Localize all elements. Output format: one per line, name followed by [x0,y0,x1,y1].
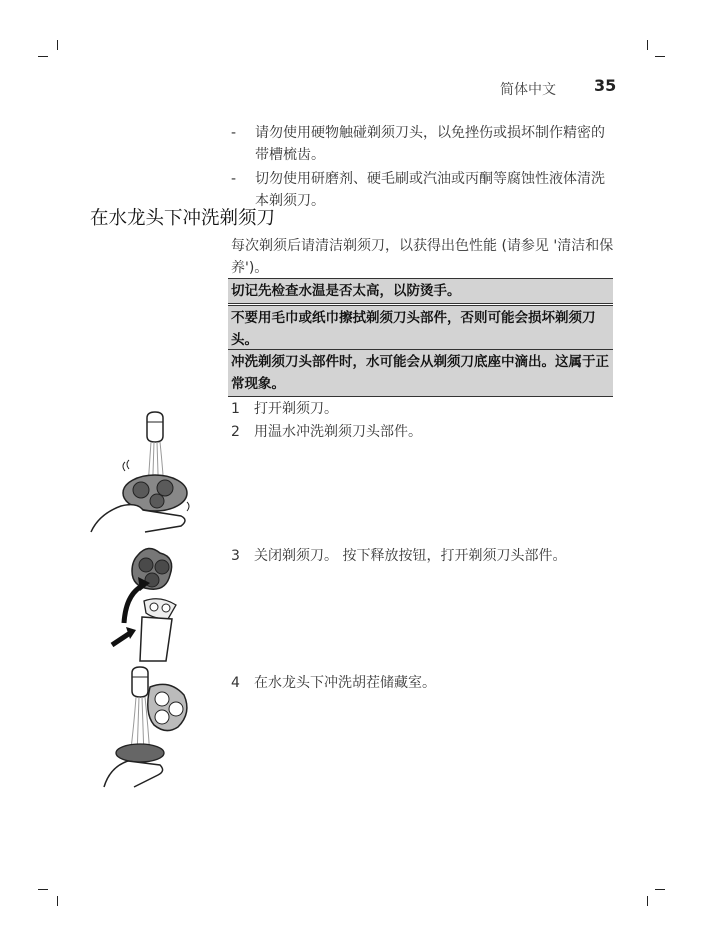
crop-mark [655,889,665,890]
warning-text: 切勿使用研磨剂、硬毛刷或汽油或丙酮等腐蚀性液体清洗本剃须刀。 [255,171,605,209]
rinse-head-illustration [85,410,195,535]
open-head-illustration [110,545,195,665]
step-item [231,672,436,694]
list-item: - 切勿使用研磨剂、硬毛刷或汽油或丙酮等腐蚀性液体清洗本剃须刀。 [231,171,605,209]
note-box: 切记先检查水温是否太高，以防烫手。 [228,278,613,304]
crop-mark [57,40,58,50]
note-box: 不要用毛巾或纸巾擦拭剃须刀头部件，否则可能会损坏剃须刀头。 [228,305,613,353]
step-text: 在水龙头下冲洗胡茬储藏室。 [254,675,436,691]
step-text: 用温水冲洗剃须刀头部件。 [254,424,422,440]
crop-mark [655,56,665,57]
crop-mark [647,896,648,906]
section-title: 在水龙头下冲洗剃须刀 [90,208,276,229]
intro-paragraph: 每次剃须后请清洁剃须刀，以获得出色性能 (请参见 '清洁和保养')。 [231,238,614,276]
crop-mark [38,889,48,890]
step-number: 4 [231,675,240,691]
crop-mark [38,56,48,57]
step-item [231,421,422,443]
crop-mark [57,896,58,906]
step-number: 1 [231,401,240,417]
note-box: 冲洗剃须刀头部件时，水可能会从剃须刀底座中滴出。这属于正常现象。 [228,349,613,397]
warning-list [231,122,616,214]
rinse-chamber-illustration [100,665,195,790]
crop-mark [647,40,648,50]
step-item [231,545,566,567]
header-language: 简体中文 [500,82,556,98]
page-number: 35 [594,76,617,95]
step-number: 2 [231,424,240,440]
warning-text: 请勿使用硬物触碰剃须刀头，以免挫伤或损坏制作精密的带槽梳齿。 [255,125,605,163]
step-item [231,398,338,420]
step-number: 3 [231,548,240,564]
step-text: 关闭剃须刀。 按下释放按钮，打开剃须刀头部件。 [254,548,567,564]
list-item: - 请勿使用硬物触碰剃须刀头，以免挫伤或损坏制作精密的带槽梳齿。 [231,125,605,163]
step-text: 打开剃须刀。 [254,401,338,417]
